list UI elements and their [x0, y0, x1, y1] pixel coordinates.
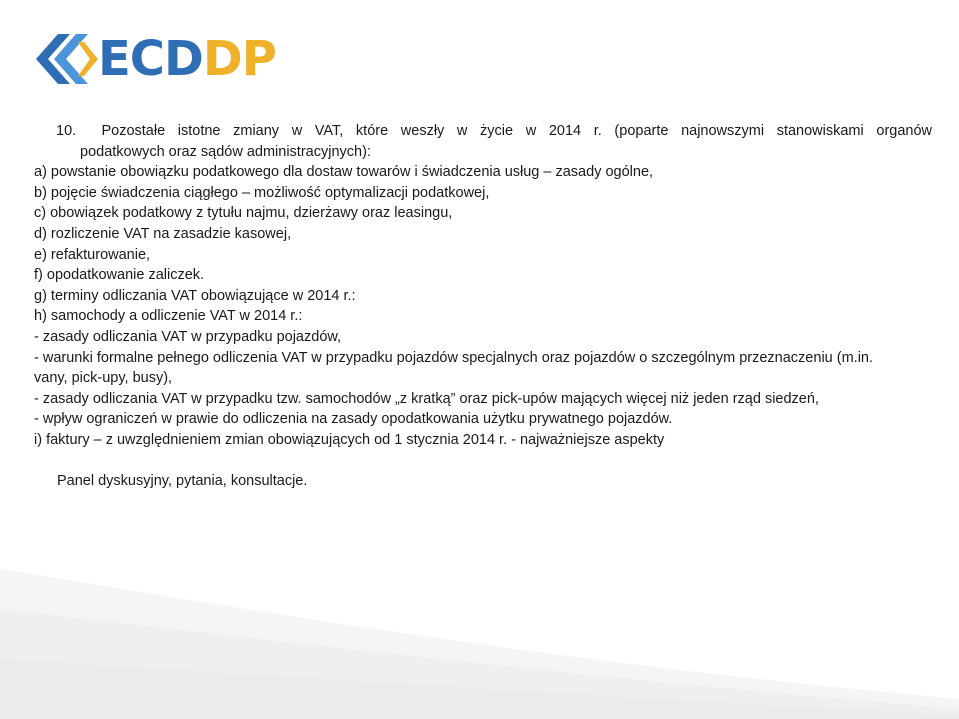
item-heading-text: Pozostałe istotne zmiany w VAT, które weszły w życie w 2014 r. (poparte najnowszymi stanowiskami organów	[101, 123, 932, 139]
logo-wordmark	[98, 31, 276, 87]
logo-wordmark-yellow: DP	[202, 31, 276, 87]
list-item: a) powstanie obowiązku podatkowego dla dostaw towarów i świadczenia usług – zasady ogólne,	[34, 164, 654, 181]
list-item: - zasady odliczania VAT w przypadku pojazdów,	[34, 328, 342, 345]
list-item: f) opodatkowanie zaliczek.	[34, 267, 205, 284]
item-number: 10.	[56, 123, 77, 139]
list-item: - zasady odliczania VAT w przypadku tzw. samochodów „z kratką” oraz pick-upów mających więcej niż jeden rząd siedzeń,	[34, 390, 819, 407]
item-heading-line-1	[34, 121, 932, 142]
spacer	[34, 451, 932, 472]
list-item: e) refakturowanie,	[34, 246, 151, 263]
list-item: h) samochody a odliczenie VAT w 2014 r.:	[34, 308, 303, 325]
list-item: - warunki formalne pełnego odliczenia VAT w przypadku pojazdów specjalnych oraz pojazdów o szczególnym przeznaczeniu (m.in.	[34, 349, 874, 366]
list-item: c) obowiązek podatkowy z tytułu najmu, dzierżawy oraz leasingu,	[34, 205, 453, 222]
logo-chevron-icon	[32, 30, 98, 88]
list-item: - wpływ ograniczeń w prawie do odliczenia na zasady opodatkowania użytku prywatnego pojazdów.	[34, 411, 673, 428]
item-heading-line-2: podatkowych oraz sądów administracyjnych):	[80, 143, 371, 160]
background-wave-decoration	[0, 549, 959, 719]
list-item: b) pojęcie świadczenia ciągłego – możliwość optymalizacji podatkowej,	[34, 184, 490, 201]
panel-note: Panel dyskusyjny, pytania, konsultacje.	[57, 473, 308, 490]
logo-wordmark-blue: ECD	[98, 31, 203, 87]
list-item: g) terminy odliczania VAT obowiązujące w 2014 r.:	[34, 287, 356, 304]
list-item: d) rozliczenie VAT na zasadzie kasowej,	[34, 225, 292, 242]
ecddp-logo	[32, 30, 276, 88]
list-item: i) faktury – z uwzględnieniem zmian obowiązujących od 1 stycznia 2014 r. - najważniejsze aspekty	[34, 431, 665, 448]
agenda-content	[34, 121, 932, 492]
list-item: vany, pick-upy, busy),	[34, 370, 173, 387]
